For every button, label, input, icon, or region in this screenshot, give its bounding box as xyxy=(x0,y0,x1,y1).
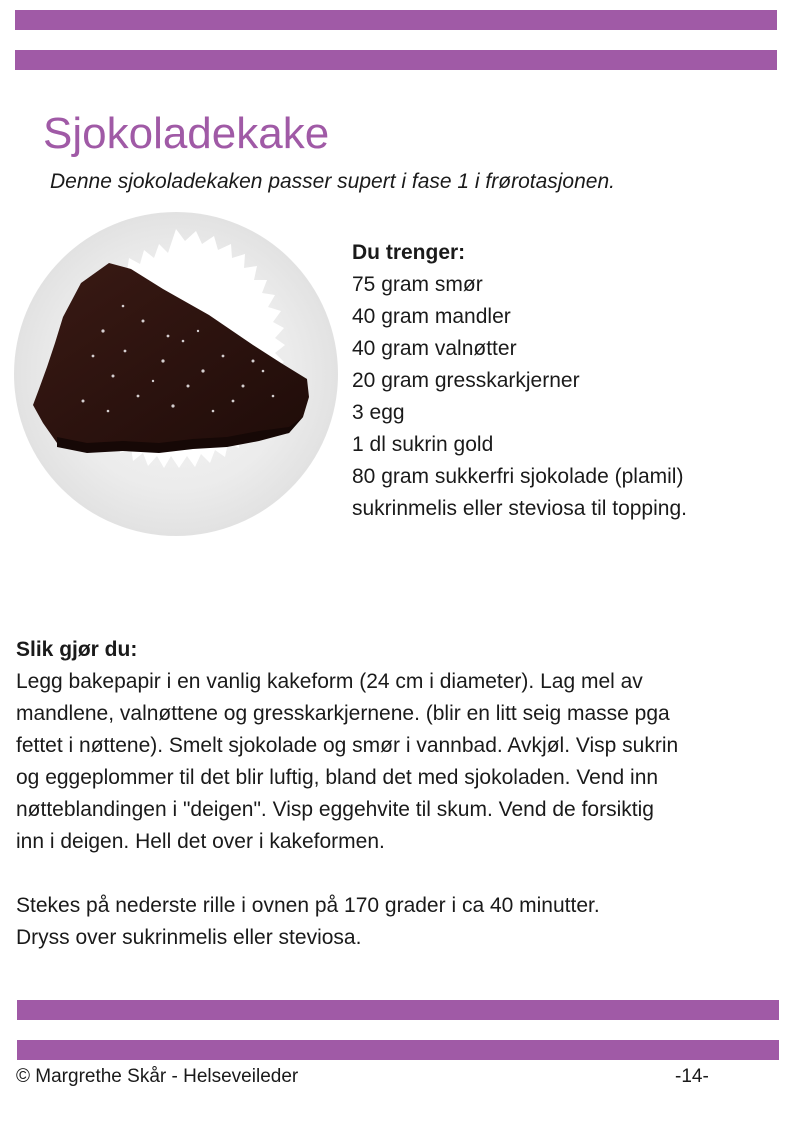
method-line: inn i deigen. Hell det over i kakeformen. xyxy=(16,830,385,853)
method-line: mandlene, valnøttene og gresskarkjernene. (blir en litt seig masse pga xyxy=(16,702,670,725)
footer-author: © Margrethe Skår - Helseveileder xyxy=(16,1066,299,1087)
ingredient-item: 40 gram mandler xyxy=(352,305,511,328)
chocolate-cake-photo xyxy=(13,211,339,537)
ingredient-item: sukrinmelis eller steviosa til topping. xyxy=(352,497,687,520)
ingredient-item: 75 gram smør xyxy=(352,273,483,296)
method-heading: Slik gjør du: xyxy=(16,638,138,661)
method-line: nøtteblandingen i "deigen". Visp eggehvite til skum. Vend de forsiktig xyxy=(16,798,654,821)
ingredient-item: 80 gram sukkerfri sjokolade (plamil) xyxy=(352,465,684,488)
ingredients-section xyxy=(352,237,782,525)
ingredient-item: 40 gram valnøtter xyxy=(352,337,517,360)
top-bar-2 xyxy=(15,50,777,70)
bottom-bar-1 xyxy=(17,1000,779,1020)
page-subtitle: Denne sjokoladekaken passer supert i fase 1 i frørotasjonen. xyxy=(50,170,615,193)
method-section xyxy=(16,634,776,954)
baking-line: Stekes på nederste rille i ovnen på 170 grader i ca 40 minutter. xyxy=(16,894,600,917)
ingredients-heading: Du trenger: xyxy=(352,241,466,264)
page-title: Sjokoladekake xyxy=(43,109,330,158)
bottom-bar-2 xyxy=(17,1040,779,1060)
method-line: fettet i nøttene). Smelt sjokolade og smør i vannbad. Avkjøl. Visp sukrin xyxy=(16,734,679,757)
paragraph-gap xyxy=(16,858,776,890)
method-line: og eggeplommer til det blir luftig, bland det med sjokoladen. Vend inn xyxy=(16,766,659,789)
page-number: -14- xyxy=(675,1066,709,1087)
ingredient-item: 20 gram gresskarkjerner xyxy=(352,369,580,392)
method-line: Legg bakepapir i en vanlig kakeform (24 cm i diameter). Lag mel av xyxy=(16,670,643,693)
top-bar-1 xyxy=(15,10,777,30)
baking-line: Dryss over sukrinmelis eller steviosa. xyxy=(16,926,362,949)
ingredient-item: 3 egg xyxy=(352,401,405,424)
ingredient-item: 1 dl sukrin gold xyxy=(352,433,494,456)
